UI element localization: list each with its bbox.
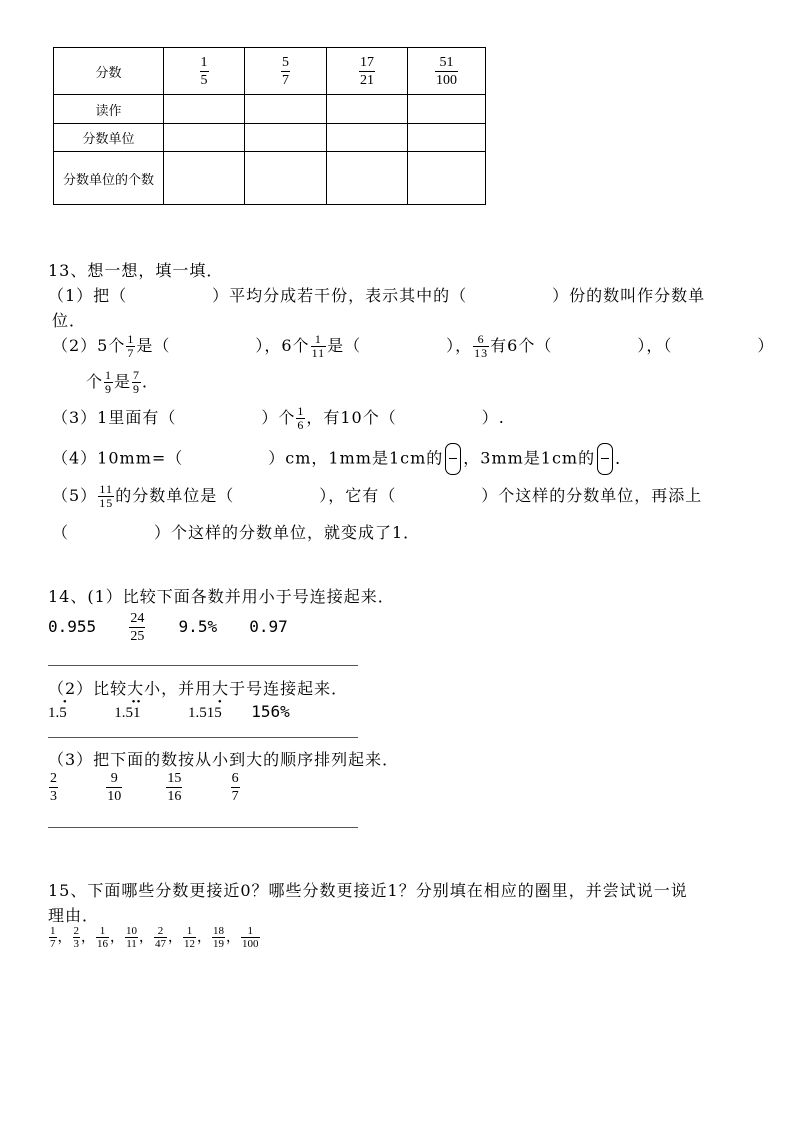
repeating-decimal: 1.5 • [48,696,67,721]
text: （4）10mm=（ ）cm，1mm是1cm的 [52,448,444,468]
q14-part3: （3）把下面的数按从小到大的顺序排列起来． [48,750,400,769]
text: 有6个（ ），（ ） [490,336,775,355]
table-cell [408,48,486,95]
fraction: $\frac{1}{100}$ [242,925,259,950]
fraction: $\frac{11}{15}$ [99,482,114,510]
fraction-blank[interactable] [445,443,461,475]
text: 个 [86,372,104,391]
separator: ， [110,929,124,946]
row-label: 读作 [54,95,164,124]
fraction: $\frac{15}{16}$ [167,771,182,804]
fraction: $\frac{9}{10}$ [107,771,122,804]
fraction: $\frac{51}{100}$ [436,54,457,88]
q13-title: 13、想一想，填一填． [48,261,224,280]
table-cell [327,48,408,95]
text: 是 [114,372,132,391]
q14-repeating-values [48,696,290,722]
answer-cell[interactable] [164,152,245,205]
fraction: $\frac{1}{7}$ [127,332,135,360]
text: （5） [52,486,98,505]
answer-cell[interactable] [245,124,327,152]
q15-title: 15、下面哪些分数更接近0？哪些分数更接近1？分别填在相应的圈里，并尝试说一说 [48,881,688,900]
fraction: $\frac{6}{13}$ [474,332,489,360]
fraction: $\frac{7}{9}$ [133,368,141,396]
fraction: $\frac{2}{47}$ [155,925,166,950]
text: ． [615,448,633,468]
table-cell [164,48,245,95]
number-value: 0.97 [249,617,288,636]
q15-title-cont: 理由． [48,906,100,925]
text: 的分数单位是（ ），它有（ ）个这样的分数单位，再添上 [115,486,703,505]
text: 是（ ）， [327,336,473,355]
table-row [54,124,486,152]
q13-part4 [52,443,632,475]
q14-part2: （2）比较大小，并用大于号连接起来． [48,679,349,698]
table-row [54,48,486,95]
separator: ， [57,929,72,946]
q13-part1-cont: 位． [52,311,87,330]
fraction: $\frac{1}{11}$ [311,332,326,360]
fraction-table [53,47,486,205]
answer-cell[interactable] [327,124,408,152]
number-value: 0.955 [48,617,97,636]
q13-part2 [52,333,774,360]
fraction: $\frac{1}{9}$ [105,368,113,396]
text: ． [142,372,160,391]
answer-line[interactable] [48,827,358,828]
separator: ， [226,929,240,946]
answer-cell[interactable] [245,95,327,124]
answer-cell[interactable] [327,152,408,205]
separator: ， [81,929,95,946]
text: ，3mm是1cm的 [463,448,596,468]
q13-part3 [52,405,505,432]
percent-value: 9.5% [178,617,218,636]
q13-part1: （1）把（ ）平均分成若干份，表示其中的（ ）份的数叫作分数单 [48,286,706,305]
row-label: 分数单位 [54,124,164,152]
answer-cell[interactable] [408,124,486,152]
answer-line[interactable] [48,737,358,738]
q14-title: 14、(1）比较下面各数并用小于号连接起来． [48,587,395,606]
repeating-decimal: 1.515 • [188,696,222,721]
text: （2）5个 [52,336,126,355]
table-row [54,95,486,124]
fraction: $\frac{1}{7}$ [50,925,56,950]
q15-fraction-list [48,925,261,950]
fraction: $\frac{2}{3}$ [73,925,79,950]
fraction: $\frac{18}{19}$ [213,925,224,950]
q14-values [48,610,288,645]
q13-part5 [52,483,702,510]
fraction: $\frac{17}{21}$ [360,54,374,88]
repeating-decimal: 1.51 • • [114,696,141,721]
table-cell [245,48,327,95]
separator: ， [168,929,182,946]
answer-cell[interactable] [327,95,408,124]
text: ，有10个（ ）. [306,408,505,427]
answer-cell[interactable] [408,95,486,124]
row-label: 分数单位的个数 [54,152,164,205]
separator: ， [197,929,211,946]
fraction: $\frac{1}{16}$ [97,925,108,950]
text: （3）1里面有（ ）个 [52,408,296,427]
answer-cell[interactable] [245,152,327,205]
fraction: $\frac{1}{5}$ [200,54,208,88]
answer-line[interactable] [48,665,358,666]
fraction-blank[interactable] [597,443,613,475]
fraction: $\frac{5}{7}$ [282,54,289,88]
fraction: $\frac{24}{25}$ [130,611,145,644]
answer-cell[interactable] [164,124,245,152]
answer-cell[interactable] [164,95,245,124]
q14-fraction-list [48,770,241,805]
fraction: $\frac{1}{12}$ [184,925,195,950]
fraction: $\frac{10}{11}$ [126,925,137,950]
percent-value: 156% [251,702,290,721]
table-header-cell: 分数 [54,48,164,95]
q13-part5-cont: （ ）个这样的分数单位，就变成了1． [52,523,421,542]
text: 是（ ），6个 [136,336,310,355]
table-row [54,152,486,205]
q13-part2-cont [86,369,159,396]
fraction: $\frac{6}{7}$ [231,771,239,804]
fraction: $\frac{2}{3}$ [50,771,57,804]
fraction: $\frac{1}{6}$ [297,404,305,432]
separator: ， [139,929,153,946]
answer-cell[interactable] [408,152,486,205]
